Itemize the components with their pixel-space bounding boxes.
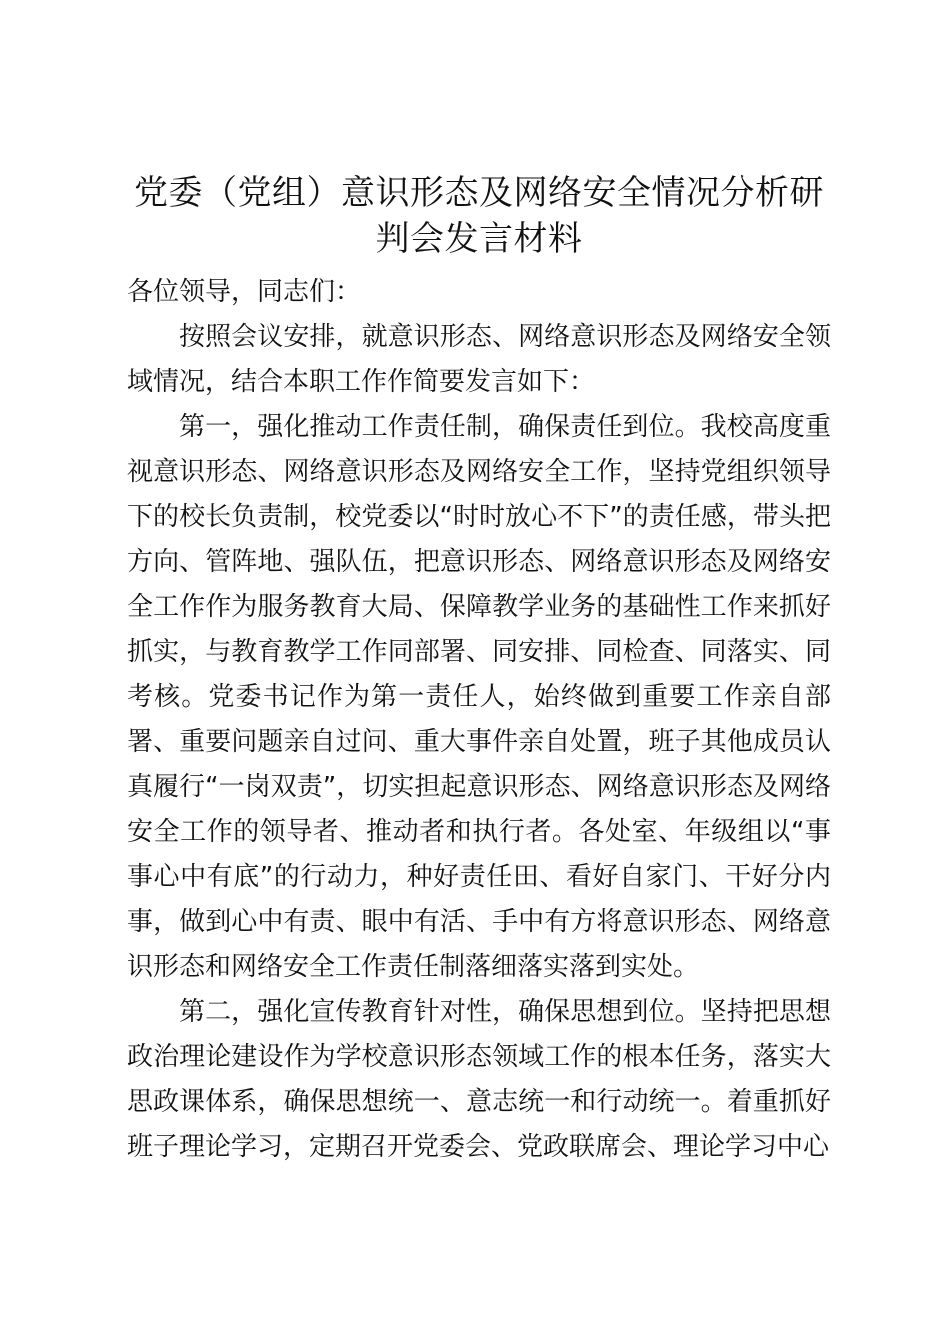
document-title: 党委（党组）意识形态及网络安全情况分析研判会发言材料 — [134, 173, 824, 259]
paragraph-intro: 按照会议安排，就意识形态、网络意识形态及网络安全领域情况，结合本职工作作简要发言如下： — [127, 322, 831, 397]
paragraph-second: 第二，强化宣传教育针对性，确保思想到位。坚持把思想政治理论建设作为学校意识形态领域工作的根本任务，落实大思政课体系，确保思想统一、意志统一和行动统一。着重抓好班子理论学习，定期召开党委会、党政联席会、理论学习中心 — [127, 997, 831, 1162]
greeting: 各位领导，同志们： — [127, 277, 362, 307]
paragraph-first: 第一，强化推动工作责任制，确保责任到位。我校高度重视意识形态、网络意识形态及网络安全工作，坚持党组织领导下的校长负责制，校党委以“时时放心不下”的责任感，带头把方向、管阵地、强队伍，把意识形态、网络意识形态及网络安全工作作为服务教育大局、保障教学业务的基础性工作来抓好抓实，与教育教学工作同部署、同安排、同检查、同落实、同考核。党委书记作为第一责任人，始终做到重要工作亲自部署、重要问题亲自过问、重大事件亲自处置，班子其他成员认真履行“一岗双责”，切实担起意识形态、网络意识形态及网络安全工作的领导者、推动者和执行者。各处室、年级组以“事事心中有底”的行动力，种好责任田、看好自家门、干好分内事，做到心中有责、眼中有活、手中有方将意识形态、网络意识形态和网络安全工作责任制落细落实落到实处。 — [127, 412, 831, 982]
document-body — [127, 170, 831, 1170]
